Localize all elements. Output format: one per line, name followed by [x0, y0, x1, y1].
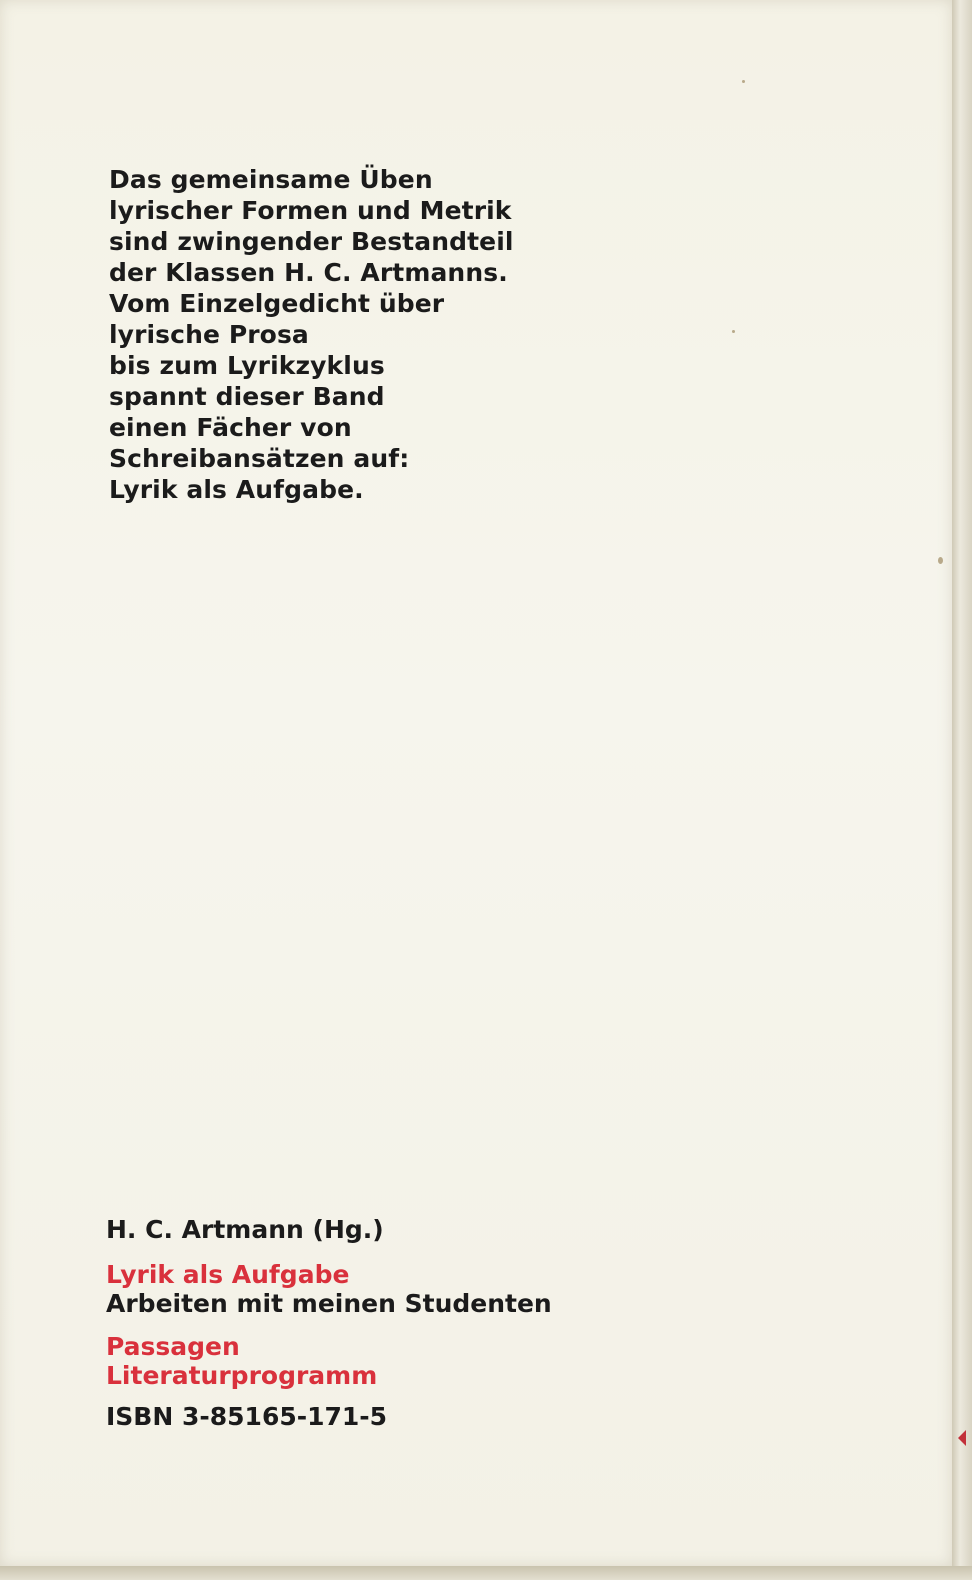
blurb-line: einen Fächer von [109, 413, 352, 442]
blurb-line: Schreibansätzen auf: [109, 444, 410, 473]
blurb-line: der Klassen H. C. Artmanns. [109, 258, 508, 287]
editor-name: H. C. Artmann (Hg.) [106, 1215, 384, 1244]
publisher-name: Passagen [106, 1332, 240, 1361]
paper-stain [742, 80, 745, 83]
blurb-line: bis zum Lyrikzyklus [109, 351, 385, 380]
blurb-line: Lyrik als Aufgabe. [109, 475, 364, 504]
paper-stain [938, 557, 943, 564]
cover-bottom-edge [0, 1566, 972, 1580]
book-imprint [106, 1215, 666, 1431]
blurb-line: spannt dieser Band [109, 382, 385, 411]
publisher-series: Literaturprogramm [106, 1361, 378, 1390]
blurb-line: lyrischer Formen und Metrik [109, 196, 512, 225]
paper-stain [732, 330, 735, 333]
blurb-line: Das gemeinsame Üben [109, 165, 433, 194]
book-title: Lyrik als Aufgabe [106, 1260, 350, 1289]
red-edge-mark [958, 1430, 966, 1446]
blurb-line: sind zwingender Bestandteil [109, 227, 514, 256]
blurb-line: lyrische Prosa [109, 320, 309, 349]
isbn-number: ISBN 3-85165-171-5 [106, 1402, 388, 1431]
book-subtitle: Arbeiten mit meinen Studenten [106, 1289, 552, 1318]
cover-blurb [109, 164, 629, 505]
blurb-line: Vom Einzelgedicht über [109, 289, 445, 318]
cover-right-edge [952, 0, 972, 1580]
